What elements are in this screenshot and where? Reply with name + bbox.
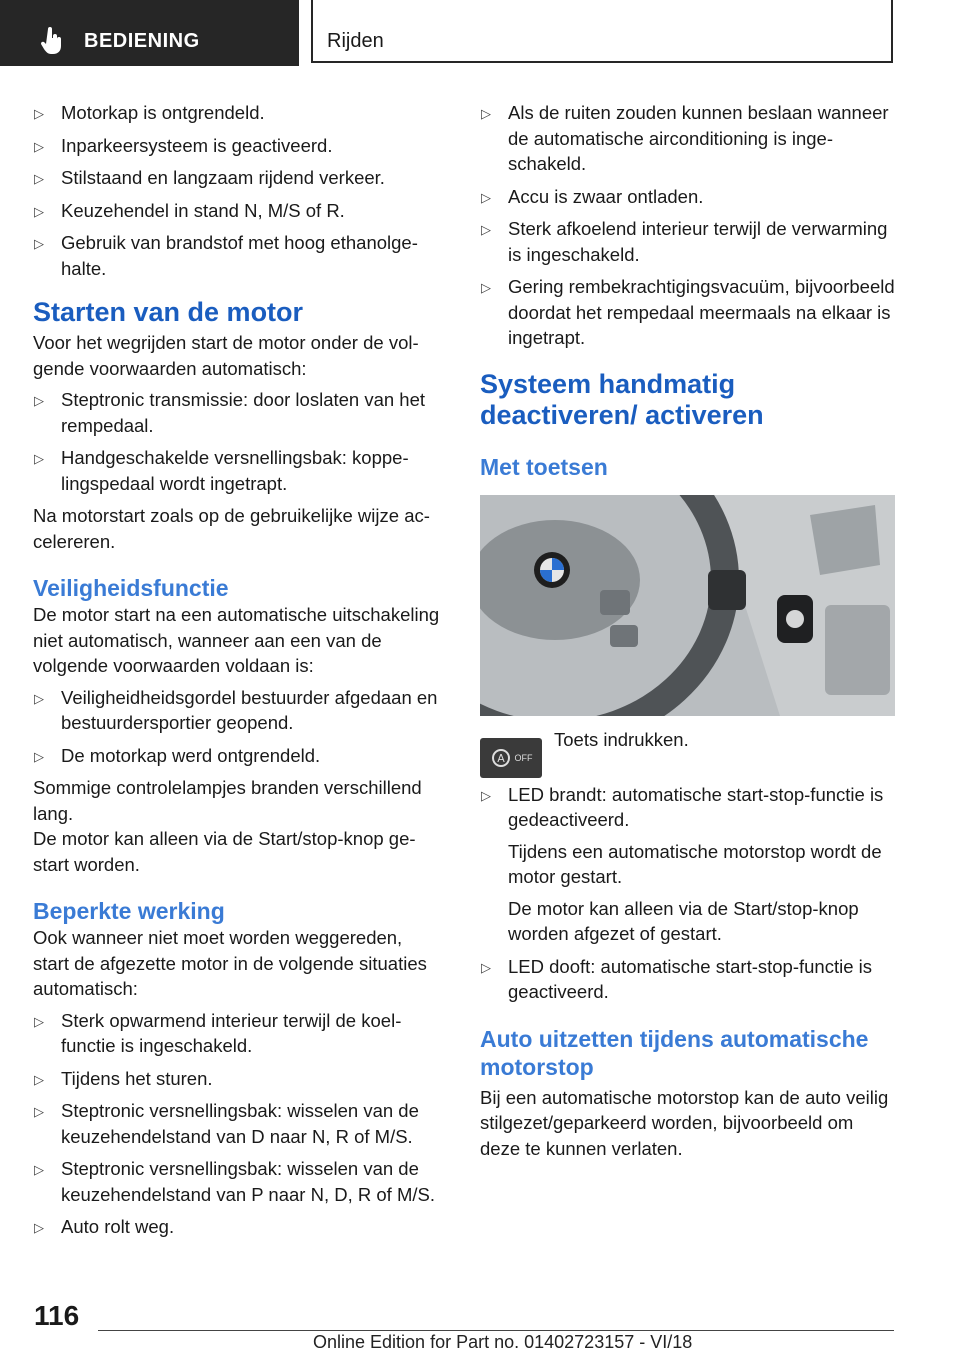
triangle-bullet-icon: ▷ [34, 1013, 44, 1029]
footer-edition: Online Edition for Part no. 01402723157 - VI/18 [313, 1332, 693, 1352]
triangle-bullet-icon: ▷ [481, 280, 491, 295]
auto-start-stop-icon [490, 747, 512, 769]
heading-starten: Starten van de motor [33, 297, 304, 327]
list-item: ▷ Gering rembekrachtigingsvacuüm, bijvoorbeeld doordat het rempedaal meermaals na elkaar is ingetrapt. [481, 276, 895, 348]
triangle-bullet-icon: ▷ [481, 787, 491, 803]
list-item: ▷ Tijdens het sturen. [33, 1066, 443, 1092]
triangle-bullet-icon: ▷ [34, 1104, 44, 1119]
svg-text:A: A [496, 751, 505, 765]
list-item: ▷ Gebruik van brandstof met hoog ethanolgehalte. [34, 232, 418, 279]
list-item: ▷ Stilstaand en langzaam rijdend verkeer. [33, 165, 443, 191]
list-item: ▷ Als de ruiten zouden kunnen beslaan wanneer de automatische airconditioning is ingeschakeld. [481, 102, 889, 174]
heading-beperkt: Beperkte werking [33, 898, 225, 924]
page-number: 116 [34, 1300, 80, 1331]
triangle-bullet-icon: ▷ [34, 236, 44, 251]
paragraph: Na motorstart zoals op de gebruikelijke wijze accelereren. [33, 505, 430, 552]
triangle-bullet-icon: ▷ [481, 959, 491, 975]
start-stop-off-button-icon: A OFF [480, 738, 542, 778]
paragraph: De motor start na een automatische uitschakeling niet automatisch, wanneer aan een van de volgende voorwaarden voldaan is: [33, 604, 440, 676]
list-item: ▷ Steptronic transmissie: door loslaten van het rempedaal. [34, 389, 426, 436]
heading-toetsen: Met toetsen [480, 453, 608, 480]
left-column [33, 100, 443, 1247]
hand-pointer-icon [40, 27, 64, 55]
paragraph: Ook wanneer niet moet worden weggereden, start de afgezette motor in de volgende situaties automatisch: [33, 927, 427, 999]
list-item: ▷ Sterk afkoelend interieur terwijl de verwarming is ingeschakeld. [481, 218, 888, 265]
triangle-bullet-icon: ▷ [34, 1162, 44, 1177]
list-item: ▷ Inparkeersysteem is geactiveerd. [33, 133, 443, 159]
list-item: ▷ Motorkap is ontgrendeld. [33, 100, 443, 126]
triangle-bullet-icon: ▷ [481, 106, 491, 121]
footer-divider [98, 1330, 894, 1331]
triangle-bullet-icon: ▷ [34, 1071, 44, 1087]
list-item: ▷ De motorkap werd ontgrendeld. [33, 743, 443, 769]
chapter-label: Rijden [327, 30, 384, 52]
list-item: ▷ LED dooft: automatische start-stop-functie is geactiveerd. [481, 955, 873, 1002]
list-item: ▷ Keuzehendel in stand N, M/S of R. [33, 198, 443, 224]
list-item: ▷ Sterk opwarmend interieur terwijl de koelfunctie is ingeschakeld. [34, 1009, 402, 1056]
paragraph: Sommige controlelampjes branden verschillend lang. [33, 777, 422, 824]
list-item: ▷ Steptronic versnellingsbak: wisselen van de keuzehendelstand van D naar N, R of M/S. [34, 1100, 419, 1147]
toets-label: Toets indrukken. [554, 728, 689, 750]
section-label: BEDIENING [84, 30, 200, 52]
triangle-bullet-icon: ▷ [34, 748, 44, 764]
triangle-bullet-icon: ▷ [34, 106, 44, 121]
section-tab[interactable] [0, 0, 299, 66]
heading-systeem: Systeem handmatig deactiveren/ activeren [480, 368, 764, 430]
right-column [480, 100, 898, 1161]
list-item: ▷ Veiligheidheidsgordel bestuurder afgedaan en bestuurdersportier geopend. [34, 686, 438, 733]
triangle-bullet-icon: ▷ [34, 138, 44, 154]
paragraph: Bij een automatische motorstop kan de auto veilig stilgezet/geparkeerd worden, bijvoorbeeld om deze te kunnen verlaten. [480, 1086, 889, 1159]
steering-wheel-photo [480, 495, 895, 716]
list-item: ▷ Auto rolt weg. [33, 1214, 443, 1240]
heading-auto-uitzetten: Auto uitzetten tijdens automatische motorstop [480, 1025, 869, 1080]
triangle-bullet-icon: ▷ [34, 690, 44, 706]
paragraph: Voor het wegrijden start de motor onder de volgende voorwaarden automatisch: [33, 332, 419, 379]
triangle-bullet-icon: ▷ [34, 451, 44, 466]
list-item: ▷ Handgeschakelde versnellingsbak: koppelingspedaal wordt ingetrapt. [34, 447, 409, 494]
bullet-list [33, 100, 443, 281]
paragraph: De motor kan alleen via de Start/stop-knop gestart worden. [33, 828, 416, 875]
heading-veiligheid: Veiligheidsfunctie [33, 575, 229, 601]
triangle-bullet-icon: ▷ [34, 393, 44, 408]
triangle-bullet-icon: ▷ [481, 222, 491, 237]
triangle-bullet-icon: ▷ [34, 1220, 44, 1235]
list-item: ▷ Steptronic versnellingsbak: wisselen van de keuzehendelstand van P naar N, D, R of M/S. [34, 1158, 435, 1205]
triangle-bullet-icon: ▷ [481, 189, 491, 205]
triangle-bullet-icon: ▷ [34, 203, 44, 219]
list-item: ▷ Accu is zwaar ontladen. [480, 184, 898, 210]
triangle-bullet-icon: ▷ [34, 171, 44, 186]
chapter-header [311, 0, 893, 63]
dashboard-illustration [480, 495, 895, 716]
list-item: ▷ LED brandt: automatische start-stop-functie is gedeactiveerd. Tijdens een automatische motorstop wordt de motor gestart. De motor kan alleen via de Start/stop-knop worden afgezet of gestart. [481, 783, 884, 944]
